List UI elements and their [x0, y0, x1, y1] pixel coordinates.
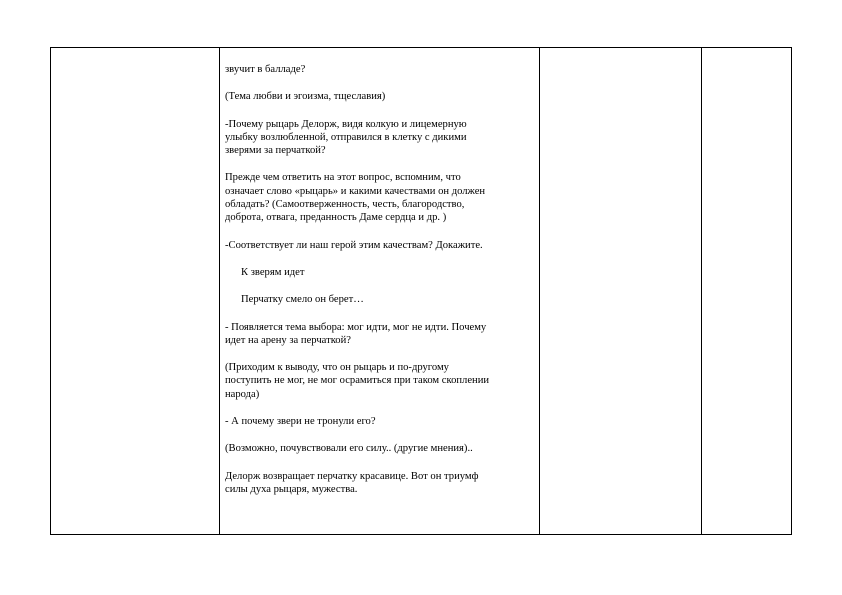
paragraph	[225, 266, 525, 279]
text-line: Делорж возвращает перчатку красавице. Вот он триумф	[225, 470, 479, 482]
text-line: (Возможно, почувствовали его силу.. (другие мнения)..	[225, 443, 473, 455]
paragraph	[225, 171, 525, 224]
column-divider-3	[701, 48, 702, 534]
paragraph	[225, 118, 525, 158]
text-line: звучит в балладе?	[225, 64, 306, 75]
text-line: - Появляется тема выбора: мог идти, мог не идти. Почему	[225, 321, 487, 333]
paragraph	[225, 239, 525, 252]
paragraph	[225, 442, 525, 455]
text-line: (Тема любви и эгоизма, тщеславия)	[225, 91, 386, 103]
lesson-table	[50, 47, 792, 535]
text-line: (Приходим к выводу, что он рыцарь и по-другому	[225, 362, 449, 374]
text-line: поступить не мог, не мог осрамиться при таком скоплении	[225, 375, 490, 387]
text-line: доброта, отвага, преданность Даме сердца и др. )	[225, 212, 447, 224]
text-line: улыбку возлюбленной, отправился в клетку с дикими	[225, 131, 467, 143]
paragraph	[225, 361, 525, 401]
text-line: К зверям идет	[241, 266, 305, 278]
text-line: Прежде чем ответить на этот вопрос, вспомним, что	[225, 172, 461, 184]
text-line: народа)	[225, 388, 260, 400]
text-line: -Почему рыцарь Делорж, видя колкую и лицемерную	[225, 118, 467, 130]
paragraph	[225, 321, 525, 348]
text-line: идет на арену за перчаткой?	[225, 334, 351, 346]
text-line: -Соответствует ли наш герой этим качествам? Докажите.	[225, 239, 483, 251]
paragraph	[225, 90, 525, 103]
column-divider-1	[219, 48, 220, 534]
text-line: - А почему звери не тронули его?	[225, 416, 376, 428]
paragraph	[225, 63, 525, 76]
paragraph	[225, 470, 525, 497]
text-line: зверями за перчаткой?	[225, 145, 326, 157]
text-line: означает слово «рыцарь» и какими качествами он должен	[225, 185, 486, 197]
text-line: силы духа рыцаря, мужества.	[225, 483, 358, 495]
text-line: Перчатку смело он берет…	[241, 294, 364, 306]
text-line: обладать? (Самоотверженность, честь, благородство,	[225, 199, 465, 211]
column-divider-2	[539, 48, 540, 534]
lesson-content-cell	[225, 63, 525, 510]
paragraph	[225, 415, 525, 428]
paragraph	[225, 293, 525, 306]
